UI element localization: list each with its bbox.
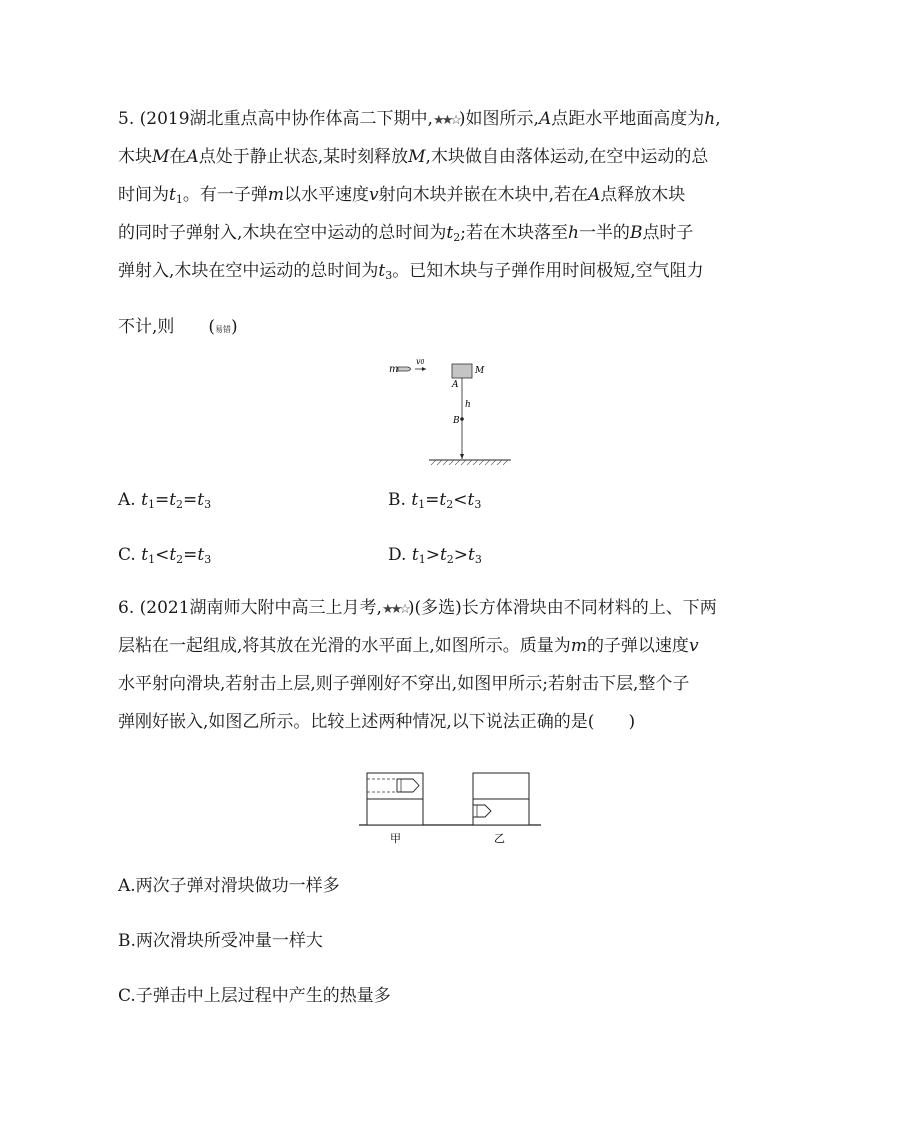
error-prone-tag: 易错 [215, 325, 232, 334]
q5-line-6: 不计,则 (易错) [118, 317, 238, 337]
q6-line-3: 水平射向滑块,若射击上层,则子弹刚好不穿出,如图甲所示;若射击下层,整个子 [118, 674, 690, 694]
difficulty-stars-icon: ★★☆ [432, 113, 459, 128]
q5-option-b: B. $t_1=t_2<t_3$ [388, 490, 482, 511]
q6-option-b: B.两次滑块所受冲量一样大 [118, 931, 323, 951]
difficulty-stars-icon: ★★☆ [381, 602, 408, 617]
fig-label-m: m [389, 364, 399, 375]
q6-option-a: A.两次子弹对滑块做功一样多 [118, 876, 340, 896]
q5-option-c: C. $t_1<t_2=t_3$ [118, 545, 212, 566]
q6-option-c: C.子弹击中上层过程中产生的热量多 [118, 986, 391, 1006]
q5-figure [385, 355, 515, 465]
bullet-shape [398, 367, 411, 371]
point-B [460, 417, 464, 421]
q5-line-2: 木块M在A点处于静止状态,某时刻释放M,木块做自由落体运动,在空中运动的总 [118, 147, 709, 167]
wood-block-M [452, 364, 472, 378]
ground-hatch [431, 460, 508, 465]
q5-option-a: A. $t_1=t_2=t_3$ [118, 490, 212, 511]
label-jia: 甲 [390, 832, 401, 845]
q6-line-1: 6. (2021湖南师大附中高三上月考,★★☆)(多选)长方体滑块由不同材料的上、下两 [118, 598, 717, 618]
q5-line-3: 时间为$t_1$。有一子弹m以水平速度v射向木块并嵌在木块中,若在A点释放木块 [118, 185, 686, 206]
label-yi: 乙 [494, 832, 505, 845]
q5-line-4: 的同时子弹射入,木块在空中运动的总时间为$t_2$;若在木块落至h一半的B点时子 [118, 223, 694, 244]
q5-option-d: D. $t_1>t_2>t_3$ [388, 545, 482, 566]
fig-label-B: B [453, 416, 460, 426]
fig-label-M: M [475, 366, 485, 376]
fig-label-v0: v0 [416, 357, 425, 366]
q6-figure [357, 767, 543, 847]
q5-line-5: 弹射入,木块在空中运动的总时间为$t_3$。已知木块与子弹作用时间极短,空气阻力 [118, 261, 704, 282]
q6-line-2: 层粘在一起组成,将其放在光滑的水平面上,如图所示。质量为m的子弹以速度v [118, 636, 699, 656]
fig-label-h: h [465, 400, 471, 410]
q6-line-4: 弹刚好嵌入,如图乙所示。比较上述两种情况,以下说法正确的是( ) [118, 712, 636, 732]
q5-line-1: 5. (2019湖北重点高中协作体高二下期中,★★☆)如图所示,A点距水平地面高度为h, [118, 109, 721, 129]
fig-label-A: A [452, 380, 459, 390]
